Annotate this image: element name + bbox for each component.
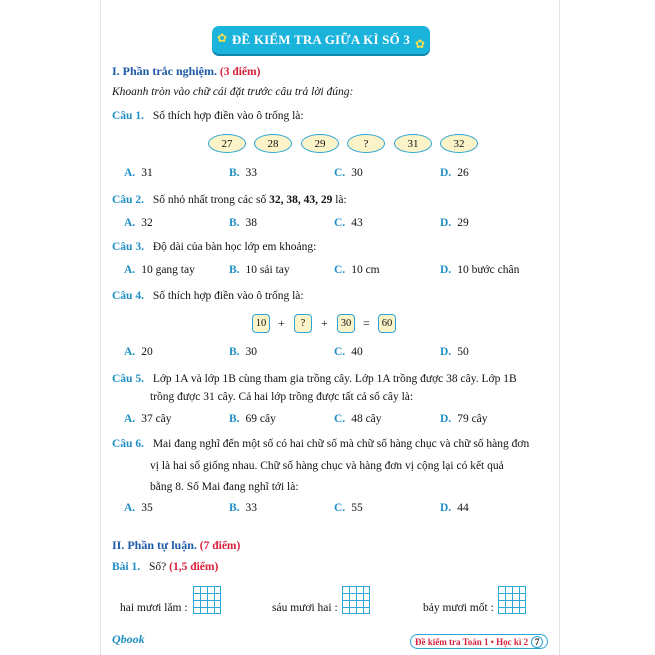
section-points: (7 điểm)	[199, 540, 241, 552]
option-c[interactable]: C. 30	[334, 167, 363, 179]
question-1	[112, 110, 304, 122]
option-c[interactable]: C. 10 cm	[334, 264, 380, 276]
question-text: bằng 8. Số Mai đang nghĩ tới là:	[150, 481, 299, 493]
footer-tag	[410, 634, 548, 649]
option-a[interactable]: A. 32	[124, 217, 153, 229]
question-number: Câu 2.	[112, 194, 144, 206]
number-word: hai mươi lăm :	[120, 602, 188, 614]
answer-grid[interactable]	[498, 586, 526, 614]
equation-blank[interactable]: ?	[294, 314, 312, 333]
equation-number: 30	[337, 314, 355, 333]
option-b[interactable]: B. 38	[229, 217, 258, 229]
option-a[interactable]: A. 37 cây	[124, 413, 172, 425]
question-4	[112, 290, 304, 302]
option-a[interactable]: A. 20	[124, 346, 153, 358]
question-5	[112, 373, 517, 385]
option-d[interactable]: D. 79 cây	[440, 413, 488, 425]
equals-sign: =	[363, 316, 370, 330]
question-number: Câu 1.	[112, 110, 144, 122]
option-a[interactable]: A. 35	[124, 502, 153, 514]
question-text: Độ dài của bàn học lớp em khoảng:	[152, 241, 317, 253]
equation-number: 10	[252, 314, 270, 333]
option-d[interactable]: D. 50	[440, 346, 469, 358]
question-6	[112, 438, 529, 450]
option-a[interactable]: A. 31	[124, 167, 153, 179]
answer-grid[interactable]	[342, 586, 370, 614]
title-banner	[212, 26, 430, 54]
number-sequence	[206, 134, 486, 154]
option-d[interactable]: D. 10 bước chân	[440, 264, 520, 276]
equation	[252, 314, 402, 334]
q4-options	[124, 346, 544, 360]
option-d[interactable]: D. 29	[440, 217, 469, 229]
question-text: Số thích hợp điền vào ô trống là:	[152, 110, 304, 122]
question-text: trồng được 31 cây. Cả hai lớp trồng được tất cả số cây là:	[150, 391, 414, 403]
question-text: Lớp 1A và lớp 1B cùng tham gia trồng cây. Lớp 1A trồng được 38 cây. Lớp 1B	[152, 373, 517, 385]
question-text: vị là hai số giống nhau. Chữ số hàng chục và hàng đơn vị cộng lại có kết quả	[150, 460, 504, 472]
sequence-blank[interactable]: ?	[347, 134, 385, 153]
footer-text: Đề kiểm tra Toán 1 • Học kì 2	[415, 636, 529, 647]
option-b[interactable]: B. 69 cây	[229, 413, 276, 425]
option-a[interactable]: A. 10 gang tay	[124, 264, 195, 276]
question-2: Câu 2. Số nhỏ nhất trong các số 32, 38, 43, 29 là:	[112, 194, 347, 206]
instruction: Khoanh tròn vào chữ cái đặt trước câu trả lời đúng:	[112, 86, 354, 98]
answer-grid[interactable]	[193, 586, 221, 614]
part2-heading	[112, 538, 240, 553]
part1-heading	[112, 64, 260, 79]
question-text: Số thích hợp điền vào ô trống là:	[152, 290, 304, 302]
plus-sign: +	[278, 316, 285, 330]
option-b[interactable]: B. 33	[229, 502, 258, 514]
question-3	[112, 241, 316, 253]
publisher-logo: Qbook	[112, 632, 145, 646]
question-number: Câu 3.	[112, 241, 144, 253]
plus-sign: +	[321, 316, 328, 330]
exercise-1: Bài 1. Số? (1,5 điểm)	[112, 561, 219, 573]
option-b[interactable]: B. 10 sải tay	[229, 264, 290, 276]
number-word: sáu mươi hai :	[272, 602, 338, 614]
sequence-item: 32	[440, 134, 478, 153]
question-number: Câu 4.	[112, 290, 144, 302]
q6-options	[124, 502, 544, 516]
number-word: bảy mươi mốt :	[423, 602, 494, 614]
q5-options	[124, 413, 544, 427]
section-points: (3 điểm)	[219, 66, 261, 78]
option-c[interactable]: C. 40	[334, 346, 363, 358]
question-number: Câu 6.	[112, 438, 144, 450]
equation-number: 60	[378, 314, 396, 333]
option-d[interactable]: D. 44	[440, 502, 469, 514]
option-b[interactable]: B. 30	[229, 346, 258, 358]
exercise-number: Bài 1.	[112, 561, 141, 573]
option-c[interactable]: C. 55	[334, 502, 363, 514]
sequence-item: 28	[254, 134, 292, 153]
page-title: ĐỀ KIỂM TRA GIỮA KÌ SỐ 3	[231, 32, 411, 47]
q1-options	[124, 167, 544, 181]
sequence-item: 27	[208, 134, 246, 153]
option-c[interactable]: C. 43	[334, 217, 363, 229]
option-d[interactable]: D. 26	[440, 167, 469, 179]
question-number: Câu 5.	[112, 373, 144, 385]
flower-icon: ✿	[216, 31, 228, 45]
section-label: I. Phần trắc nghiệm.	[112, 64, 217, 78]
question-text: Mai đang nghĩ đến một số có hai chữ số mà chữ số hàng chục và chữ số hàng đơn	[152, 438, 530, 450]
flower-icon: ✿	[414, 37, 426, 51]
option-b[interactable]: B. 33	[229, 167, 258, 179]
option-c[interactable]: C. 48 cây	[334, 413, 382, 425]
q2-options	[124, 217, 544, 231]
section-label: II. Phần tự luận.	[112, 538, 197, 552]
sequence-item: 31	[394, 134, 432, 153]
page-number: 7	[531, 636, 543, 648]
sequence-item: 29	[301, 134, 339, 153]
q3-options	[124, 264, 544, 278]
